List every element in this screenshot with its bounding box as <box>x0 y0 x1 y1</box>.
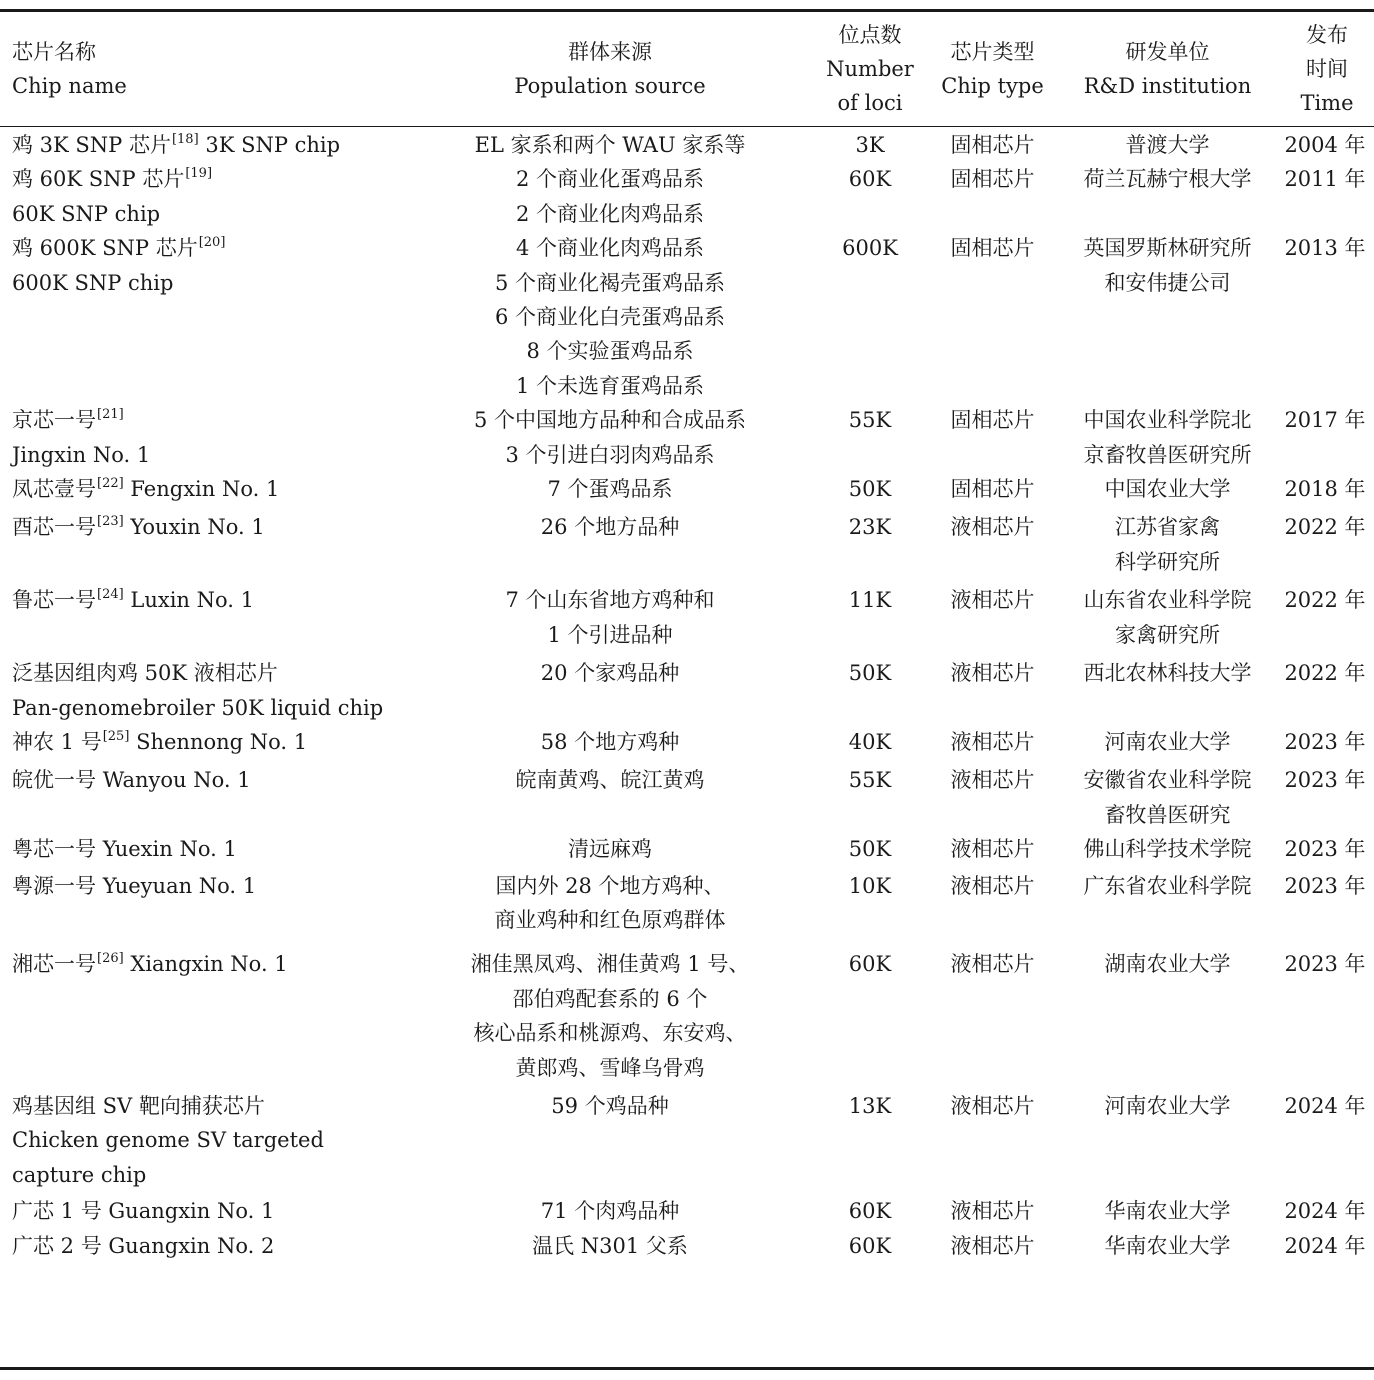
chip-type-cell: 固相芯片 <box>950 236 1035 261</box>
population-source-cell: 71 个肉鸡品种 <box>540 1199 680 1224</box>
population-source-cell: 清远麻鸡 <box>568 837 652 862</box>
release-time-cell: 2011 年 <box>1284 167 1366 192</box>
institution-cell: 普渡大学 <box>1125 133 1210 157</box>
reference-mark: [19] <box>185 166 213 182</box>
chip-type-cell: 液相芯片 <box>950 952 1035 977</box>
chip-name-cell <box>0 126 410 162</box>
population-source-cell: 5 个中国地方品种和合成品系 3 个引进白羽肉鸡品系 <box>473 408 747 467</box>
population-source-cell: 58 个地方鸡种 <box>540 729 680 754</box>
release-time-cell: 2018 年 <box>1284 477 1366 502</box>
header-number-of-loci: 位点数 Number of loci <box>826 23 914 115</box>
header-time: 发布 时间 Time <box>1300 23 1354 115</box>
table-row <box>0 403 1374 472</box>
chip-name-cn: 鸡基因组 SV 靶向捕获芯片 <box>12 1093 265 1118</box>
chip-name-cell <box>0 832 410 866</box>
release-time-cell: 2023 年 <box>1284 768 1366 793</box>
release-time-cell: 2023 年 <box>1284 952 1366 977</box>
chip-name-cn: 鸡 60K SNP 芯片 <box>12 167 185 192</box>
loci-count-cell: 55K <box>848 768 892 793</box>
population-source-cell: 26 个地方品种 <box>540 515 680 540</box>
loci-count-cell: 10K <box>848 873 892 898</box>
population-source-cell: 59 个鸡品种 <box>551 1093 669 1118</box>
reference-mark: [22] <box>97 476 124 492</box>
table-row <box>0 867 1374 938</box>
table-row <box>0 1192 1374 1228</box>
loci-count-cell: 60K <box>848 1233 892 1258</box>
chip-name-en: Jingxin No. 1 <box>12 442 151 467</box>
reference-mark: [21] <box>97 407 124 423</box>
chip-name-cell <box>0 162 410 231</box>
chip-name-en: Chicken genome SV targeted <box>12 1128 324 1153</box>
chip-name-cn: 鸡 600K SNP 芯片 <box>12 236 198 261</box>
chip-name-cn: 粤芯一号 <box>12 837 96 862</box>
release-time-cell: 2013 年 <box>1284 236 1366 261</box>
table-row <box>0 832 1374 866</box>
population-source-cell: 温氏 N301 父系 <box>532 1233 688 1258</box>
release-time-cell: 2017 年 <box>1284 408 1366 433</box>
population-source-cell: 湘佳黑凤鸡、湘佳黄鸡 1 号、 邵伯鸡配套系的 6 个 核心品系和桃源鸡、东安鸡、 黄郎鸡、雪峰乌骨鸡 <box>470 952 750 1080</box>
table-row <box>0 579 1374 652</box>
chip-name-en: Fengxin No. 1 <box>130 477 280 502</box>
header-chip-name: 芯片名称 Chip name <box>12 40 127 98</box>
institution-cell: 安徽省农业科学院 畜牧兽医研究 <box>1083 768 1252 827</box>
loci-count-cell: 60K <box>848 952 892 977</box>
release-time-cell: 2022 年 <box>1284 661 1366 686</box>
institution-cell: 西北农林科技大学 <box>1083 661 1252 686</box>
table-bottom-rule <box>0 1367 1374 1370</box>
chip-name-en: 60K SNP chip <box>12 201 161 226</box>
chip-name-cell <box>0 231 410 403</box>
chip-name-cell <box>0 472 410 506</box>
population-source-cell: 7 个蛋鸡品系 <box>547 477 673 502</box>
reference-mark: [23] <box>97 514 124 530</box>
population-source-cell: 7 个山东省地方鸡种和 1 个引进品种 <box>505 588 715 647</box>
chip-name-cell <box>0 506 410 579</box>
release-time-cell: 2024 年 <box>1284 1093 1366 1118</box>
loci-count-cell: 50K <box>848 477 892 502</box>
header-population-source: 群体来源 Population source <box>514 40 706 98</box>
chip-name-cn: 鸡 3K SNP 芯片 <box>12 133 171 157</box>
release-time-cell: 2024 年 <box>1284 1233 1366 1258</box>
institution-cell: 河南农业大学 <box>1104 1093 1231 1118</box>
table-row <box>0 1085 1374 1192</box>
release-time-cell: 2023 年 <box>1284 873 1366 898</box>
population-source-cell: 国内外 28 个地方鸡种、 商业鸡种和红色原鸡群体 <box>494 873 726 932</box>
chip-name-cn: 京芯一号 <box>12 408 96 433</box>
chip-name-cn: 粤源一号 <box>12 873 96 898</box>
chip-type-cell: 液相芯片 <box>950 588 1035 613</box>
loci-count-cell: 40K <box>848 729 892 754</box>
table-row <box>0 652 1374 725</box>
table-row <box>0 937 1374 1085</box>
chip-name-cell <box>0 1085 410 1192</box>
institution-cell: 中国农业大学 <box>1104 477 1231 502</box>
release-time-cell: 2024 年 <box>1284 1199 1366 1224</box>
institution-cell: 华南农业大学 <box>1104 1199 1231 1224</box>
chip-name-cn: 酉芯一号 <box>12 515 96 540</box>
reference-mark: [20] <box>198 235 226 251</box>
reference-mark: [26] <box>97 951 124 967</box>
chip-type-cell: 液相芯片 <box>950 729 1035 754</box>
chip-name-cn: 皖优一号 <box>12 768 96 793</box>
release-time-cell: 2023 年 <box>1284 837 1366 862</box>
reference-mark: [24] <box>97 587 124 603</box>
institution-cell: 英国罗斯林研究所 和安伟捷公司 <box>1083 236 1252 295</box>
chip-name-cn: 广芯 2 号 <box>12 1233 102 1258</box>
chip-name-en: 600K SNP chip <box>12 270 174 295</box>
chip-name-cn: 湘芯一号 <box>12 952 96 977</box>
release-time-cell: 2023 年 <box>1284 729 1366 754</box>
loci-count-cell: 23K <box>848 515 892 540</box>
chip-type-cell: 固相芯片 <box>950 167 1035 192</box>
chip-name-en: Xiangxin No. 1 <box>130 952 288 977</box>
header-chip-type: 芯片类型 Chip type <box>941 40 1044 98</box>
chip-name-en: Luxin No. 1 <box>130 588 254 613</box>
chip-name-en: Yueyuan No. 1 <box>102 873 257 898</box>
chip-name-en: Guangxin No. 1 <box>108 1199 275 1224</box>
table-row <box>0 1229 1374 1263</box>
loci-count-cell: 50K <box>848 837 892 862</box>
table-row <box>0 231 1374 403</box>
population-source-cell: EL 家系和两个 WAU 家系等 <box>474 133 746 157</box>
chip-name-cn: 鲁芯一号 <box>12 588 96 613</box>
chip-name-en: Youxin No. 1 <box>130 515 265 540</box>
chip-name-en: Wanyou No. 1 <box>102 768 251 793</box>
chip-name-cn: 凤芯壹号 <box>12 477 96 502</box>
release-time-cell: 2022 年 <box>1284 588 1366 613</box>
table-row <box>0 759 1374 832</box>
release-time-cell: 2022 年 <box>1284 515 1366 540</box>
institution-cell: 湖南农业大学 <box>1104 952 1231 977</box>
institution-cell: 荷兰瓦赫宁根大学 <box>1083 167 1252 192</box>
chip-name-cell <box>0 579 410 652</box>
chip-type-cell: 液相芯片 <box>950 515 1035 540</box>
chip-name-cn: 泛基因组肉鸡 50K 液相芯片 <box>12 661 278 686</box>
loci-count-cell: 600K <box>842 236 898 261</box>
chip-name-cell <box>0 652 410 725</box>
chip-table <box>0 12 1374 1263</box>
chip-type-cell: 固相芯片 <box>950 133 1035 157</box>
chip-name-cell <box>0 937 410 1085</box>
institution-cell: 山东省农业科学院 家禽研究所 <box>1083 588 1252 647</box>
chip-name-cell <box>0 725 410 759</box>
chip-type-cell: 固相芯片 <box>950 477 1035 502</box>
table-header <box>0 12 1374 126</box>
chip-type-cell: 液相芯片 <box>950 1233 1035 1258</box>
population-source-cell: 2 个商业化蛋鸡品系 2 个商业化肉鸡品系 <box>515 167 705 226</box>
chip-name-en: Pan-genomebroiler 50K liquid chip <box>12 695 384 720</box>
chip-name-en: Yuexin No. 1 <box>102 837 237 862</box>
chip-name-cell <box>0 1192 410 1228</box>
chip-name-en: capture chip <box>12 1162 147 1187</box>
loci-count-cell: 50K <box>848 661 892 686</box>
loci-count-cell: 13K <box>848 1093 892 1118</box>
chip-type-cell: 液相芯片 <box>950 873 1035 898</box>
chip-type-cell: 液相芯片 <box>950 1093 1035 1118</box>
loci-count-cell: 60K <box>848 167 892 192</box>
chip-name-en: 3K SNP chip <box>205 133 341 157</box>
institution-cell: 广东省农业科学院 <box>1083 873 1252 898</box>
loci-count-cell: 11K <box>848 588 892 613</box>
table-body <box>0 126 1374 1263</box>
chip-type-cell: 液相芯片 <box>950 661 1035 686</box>
loci-count-cell: 3K <box>855 133 885 157</box>
loci-count-cell: 55K <box>848 408 892 433</box>
chip-type-cell: 固相芯片 <box>950 408 1035 433</box>
chip-type-cell: 液相芯片 <box>950 1199 1035 1224</box>
institution-cell: 华南农业大学 <box>1104 1233 1231 1258</box>
table-row <box>0 126 1374 162</box>
chip-name-cn: 神农 1 号 <box>12 729 102 754</box>
loci-count-cell: 60K <box>848 1199 892 1224</box>
chip-name-cell <box>0 867 410 938</box>
population-source-cell: 20 个家鸡品种 <box>540 661 680 686</box>
chip-type-cell: 液相芯片 <box>950 768 1035 793</box>
institution-cell: 佛山科学技术学院 <box>1083 837 1252 862</box>
table-row <box>0 506 1374 579</box>
table-row <box>0 725 1374 759</box>
institution-cell: 江苏省家禽 科学研究所 <box>1115 515 1220 574</box>
chip-type-cell: 液相芯片 <box>950 837 1035 862</box>
chip-name-cn: 广芯 1 号 <box>12 1199 102 1224</box>
institution-cell: 中国农业科学院北 京畜牧兽医研究所 <box>1083 408 1252 467</box>
population-source-cell: 皖南黄鸡、皖江黄鸡 <box>515 768 705 793</box>
institution-cell: 河南农业大学 <box>1104 729 1231 754</box>
chip-name-cell <box>0 1229 410 1263</box>
release-time-cell: 2004 年 <box>1284 133 1366 157</box>
chip-name-cell <box>0 759 410 832</box>
chip-name-en: Guangxin No. 2 <box>108 1233 275 1258</box>
chip-name-cell <box>0 403 410 472</box>
population-source-cell: 4 个商业化肉鸡品系 5 个商业化褐壳蛋鸡品系 6 个商业化白壳蛋鸡品系 8 个实验蛋鸡品系 1 个未选育蛋鸡品系 <box>494 236 726 398</box>
table-row <box>0 472 1374 506</box>
table-row <box>0 162 1374 231</box>
header-rd-institution: 研发单位 R&D institution <box>1083 40 1252 98</box>
reference-mark: [18] <box>171 132 199 147</box>
chip-name-en: Shennong No. 1 <box>136 729 308 754</box>
reference-mark: [25] <box>102 728 130 744</box>
